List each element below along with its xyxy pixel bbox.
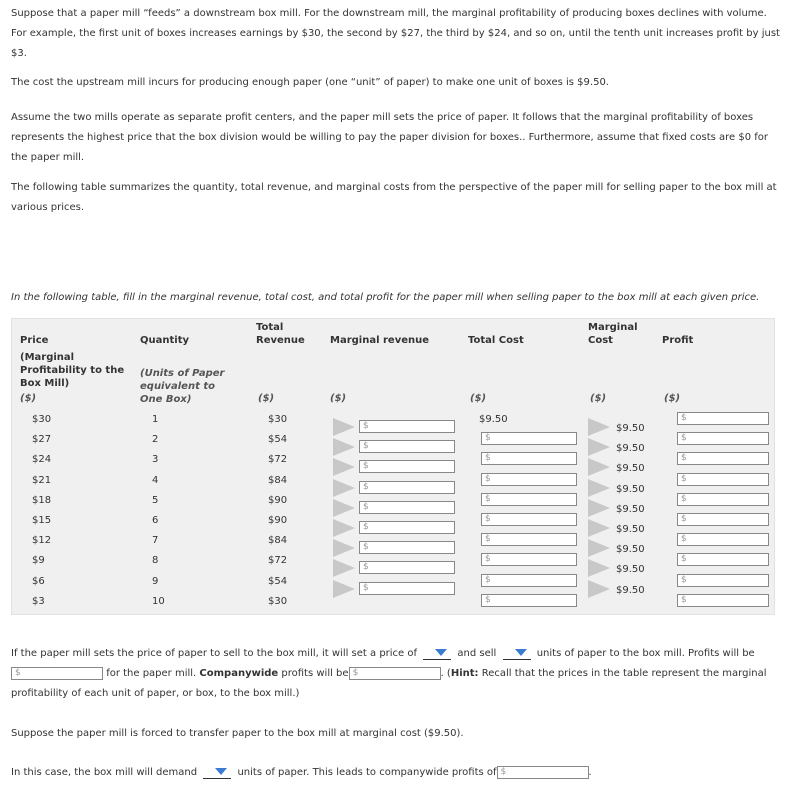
marginal-cost-cell: $9.50: [616, 503, 645, 515]
profit-input[interactable]: $: [677, 574, 769, 587]
marginal-cost-arrow: [588, 559, 610, 577]
marginal-revenue-input[interactable]: $: [359, 501, 455, 514]
marginal-revenue-arrow: [333, 479, 355, 497]
marginal-revenue-arrow: [333, 499, 355, 517]
marginal-cost-cell: $9.50: [616, 483, 645, 495]
marginal-cost-arrow: [588, 499, 610, 517]
marginal-revenue-input[interactable]: $: [359, 460, 455, 473]
total-cost-cell: $9.50: [479, 414, 508, 425]
profit-input[interactable]: $: [677, 432, 769, 445]
marginal-revenue-arrow: [333, 458, 355, 476]
profit-input[interactable]: $: [677, 473, 769, 486]
profit-input[interactable]: $: [677, 412, 769, 425]
marginal-cost-arrow: [588, 418, 610, 436]
chevron-down-icon: [515, 649, 527, 656]
marginal-revenue-arrow: [333, 418, 355, 436]
header-total-cost: Total Cost: [468, 335, 524, 346]
marginal-revenue-arrow: [333, 539, 355, 557]
total-cost-input[interactable]: $: [481, 553, 577, 566]
profit-table: [11, 318, 775, 615]
q1-part2: and sell: [457, 648, 497, 659]
quantity-cell: 8: [152, 555, 159, 567]
profit-input[interactable]: $: [677, 493, 769, 506]
total-cost-input[interactable]: $: [481, 493, 577, 506]
quantity-cell: 10: [152, 595, 165, 607]
marginal-revenue-input[interactable]: $: [359, 561, 455, 574]
marginal-revenue-input[interactable]: $: [359, 541, 455, 554]
unit-total-revenue: ($): [258, 393, 275, 404]
total-revenue-cell: $84: [268, 474, 288, 486]
intro-paragraph-2: The cost the upstream mill incurs for producing enough paper (one “unit” of paper) to make one unit of boxes is $9.50.: [11, 77, 609, 88]
total-revenue-cell: $84: [268, 535, 288, 547]
total-cost-input[interactable]: $: [481, 432, 577, 445]
price-cell: $6: [32, 575, 45, 587]
intro-paragraph-4: The following table summarizes the quantity, total revenue, and marginal costs from the perspective of the paper mill for selling paper to the box mill at various prices.: [11, 182, 777, 213]
marginal-revenue-arrow: [333, 438, 355, 456]
header-price-sub: (Marginal Profitability to the Box Mill): [20, 352, 125, 389]
marginal-cost-arrow: [588, 580, 610, 598]
total-cost-input[interactable]: $: [481, 574, 577, 587]
intro-paragraph-3: Assume the two mills operate as separate profit centers, and the paper mill sets the price of paper. It follows that the marginal profitability of boxes represents the highest price that the box division would be willing to pay the paper division for boxes.. Furthermore, assume that fixed costs are $0 for the paper mill.: [11, 112, 769, 163]
price-cell: $24: [32, 454, 52, 466]
quantity-cell: 2: [152, 434, 159, 446]
quantity-cell: 7: [152, 535, 159, 547]
unit-profit: ($): [664, 393, 681, 404]
q1-part4: for the paper mill.: [106, 668, 197, 679]
chevron-down-icon: [215, 768, 227, 775]
profit-input[interactable]: $: [677, 452, 769, 465]
marginal-revenue-arrow: [333, 519, 355, 537]
header-total-revenue: Total Revenue: [256, 322, 305, 346]
q1-hint-text: Recall that the prices in the table represent the marginal profitability of each unit of paper, or box, to the box mill.): [11, 668, 767, 699]
quantity-dropdown[interactable]: [503, 647, 531, 660]
total-cost-input[interactable]: $: [481, 594, 577, 607]
q1-part6: . (: [440, 668, 451, 679]
marginal-cost-cell: $9.50: [616, 443, 645, 455]
marginal-cost-cell: $9.50: [616, 584, 645, 596]
marginal-cost-cell: $9.50: [616, 524, 645, 535]
total-revenue-cell: $54: [268, 434, 288, 446]
unit-marginal-revenue: ($): [330, 393, 347, 404]
marginal-revenue-arrow: [333, 559, 355, 577]
marginal-cost-arrow: [588, 458, 610, 476]
marginal-cost-cell: $9.50: [616, 463, 645, 475]
header-marginal-cost: Marginal Cost: [588, 322, 638, 346]
marginal-cost-cell: $9.50: [616, 544, 645, 556]
total-cost-input[interactable]: $: [481, 513, 577, 526]
price-cell: $30: [32, 414, 52, 425]
total-revenue-cell: $72: [268, 454, 288, 466]
paper-mill-profit-input[interactable]: $: [11, 667, 103, 680]
demand-dropdown[interactable]: [203, 766, 231, 779]
quantity-cell: 4: [152, 474, 159, 486]
q1-part1: If the paper mill sets the price of paper to sell to the box mill, it will set a price of: [11, 648, 418, 659]
price-dropdown[interactable]: [423, 647, 451, 660]
chevron-down-icon: [435, 649, 447, 656]
quantity-cell: 1: [152, 414, 159, 425]
marginal-revenue-input[interactable]: $: [359, 420, 455, 433]
total-revenue-cell: $90: [268, 494, 288, 506]
price-cell: $18: [32, 494, 52, 506]
price-cell: $27: [32, 434, 52, 446]
question-2: Suppose the paper mill is forced to transfer paper to the box mill at marginal cost ($9.50).: [11, 728, 464, 739]
profit-input[interactable]: $: [677, 553, 769, 566]
total-cost-input[interactable]: $: [481, 473, 577, 486]
quantity-cell: 3: [152, 454, 159, 466]
price-cell: $21: [32, 474, 52, 486]
quantity-cell: 9: [152, 575, 159, 587]
marginal-cost-cell: $9.50: [616, 564, 645, 576]
q3-part1: In this case, the box mill will demand: [11, 767, 198, 778]
marginal-cost-arrow: [588, 479, 610, 497]
marginal-revenue-input[interactable]: $: [359, 521, 455, 534]
marginal-cost-arrow: [588, 539, 610, 557]
question-1: [11, 644, 781, 704]
header-quantity: Quantity: [140, 335, 189, 346]
unit-total-cost: ($): [470, 393, 487, 404]
marginal-cost-arrow: [588, 438, 610, 456]
quantity-cell: 6: [152, 515, 159, 526]
table-instruction: In the following table, fill in the marginal revenue, total cost, and total profit for the paper mill when selling paper to the box mill at each given price.: [11, 292, 760, 303]
total-revenue-cell: $30: [268, 595, 288, 607]
q3-part2: units of paper. This leads to companywide profits of: [237, 767, 497, 778]
q1-hint-label: Hint:: [450, 668, 479, 679]
profit-input[interactable]: $: [677, 533, 769, 546]
question-3: [11, 763, 781, 783]
header-profit: Profit: [662, 335, 694, 346]
price-cell: $9: [32, 555, 45, 567]
price-cell: $3: [32, 595, 45, 607]
header-marginal-revenue: Marginal revenue: [330, 335, 430, 346]
marginal-revenue-input[interactable]: $: [359, 481, 455, 494]
companywide-profit-mc-input[interactable]: $: [497, 766, 589, 779]
marginal-cost-arrow: [588, 519, 610, 537]
profit-input[interactable]: $: [677, 513, 769, 526]
companywide-profit-input[interactable]: $: [349, 667, 441, 680]
total-revenue-cell: $30: [268, 414, 288, 425]
unit-marginal-cost: ($): [590, 393, 607, 404]
price-cell: $12: [32, 535, 52, 547]
q1-companywide: Companywide: [199, 668, 279, 679]
total-cost-input[interactable]: $: [481, 533, 577, 546]
marginal-revenue-input[interactable]: $: [359, 440, 455, 453]
q1-part3: units of paper to the box mill. Profits will be: [536, 648, 755, 659]
intro-paragraph-1: Suppose that a paper mill “feeds” a downstream box mill. For the downstream mill, the marginal profitability of producing boxes declines with volume. For example, the first unit of boxes increases earnings by $30, the second by $27, the third by $24, and so on, until the tenth unit increases profit by just $3.: [11, 8, 780, 59]
total-revenue-cell: $54: [268, 575, 288, 587]
total-revenue-cell: $90: [268, 515, 288, 526]
price-cell: $15: [32, 515, 52, 526]
marginal-revenue-input[interactable]: $: [359, 582, 455, 595]
unit-price: ($): [20, 393, 37, 404]
profit-input[interactable]: $: [677, 594, 769, 607]
quantity-cell: 5: [152, 494, 159, 506]
header-quantity-sub: (Units of Paper equivalent to One Box): [140, 368, 225, 405]
marginal-revenue-arrow: [333, 580, 355, 598]
q1-part5: profits will be: [281, 668, 349, 679]
total-revenue-cell: $72: [268, 555, 288, 567]
marginal-cost-cell: $9.50: [616, 423, 645, 434]
q3-part3: .: [588, 767, 592, 778]
total-cost-input[interactable]: $: [481, 452, 577, 465]
header-price: Price: [20, 335, 49, 346]
